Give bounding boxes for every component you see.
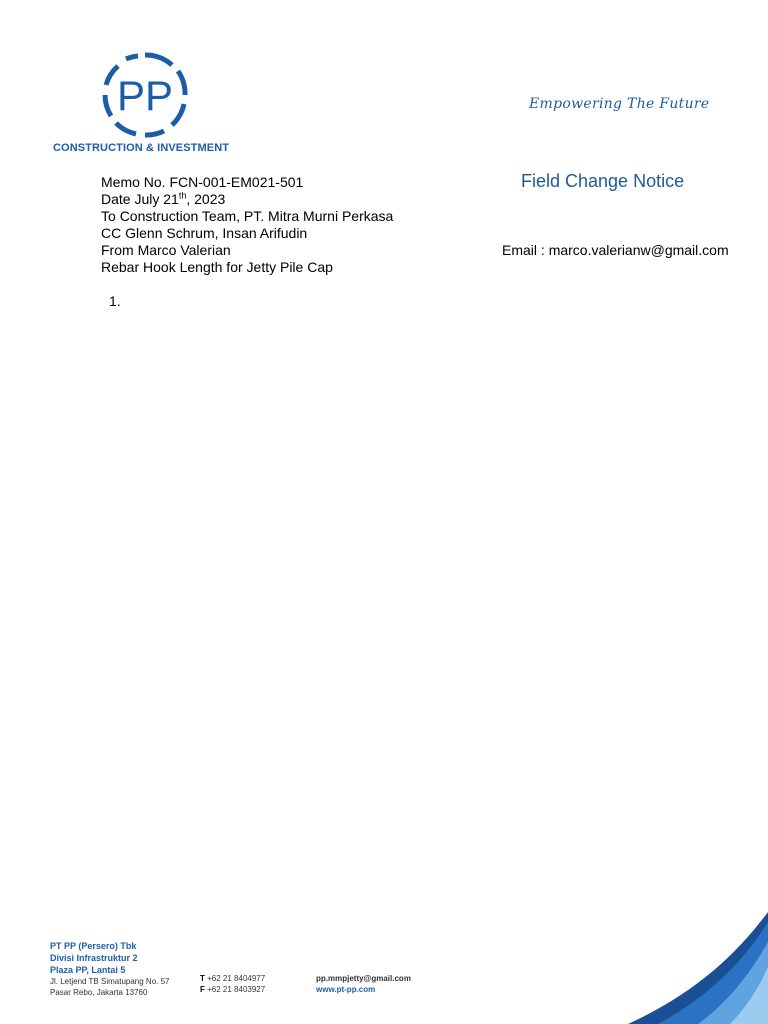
email-value: marco.valerianw@gmail.com <box>548 242 729 258</box>
footer-company: PT PP (Persero) Tbk <box>50 941 137 951</box>
footer-building: Plaza PP, Lantai 5 <box>50 965 126 975</box>
footer-email: pp.mmpjetty@gmail.com <box>316 974 411 983</box>
date-label: Date <box>101 191 131 207</box>
memo-number: FCN-001-EM021-501 <box>169 174 304 190</box>
document-title: Field Change Notice <box>521 171 685 191</box>
memo-number-row <box>101 174 393 191</box>
date-row <box>101 191 393 208</box>
footer-phone-row: T +62 21 8404977 <box>200 974 266 983</box>
email-separator: : <box>537 242 549 258</box>
footer-company-block <box>50 940 169 998</box>
footer-address-1: Jl. Letjend TB Simatupang No. 57 <box>50 977 170 986</box>
from-row <box>101 242 393 259</box>
to-label: To <box>101 208 116 224</box>
to-row <box>101 208 393 225</box>
cc-value: Glenn Schrum, Insan Arifudin <box>125 225 308 241</box>
date-value: July 21th, 2023 <box>134 190 226 207</box>
cc-row <box>101 225 393 242</box>
memo-label: Memo No. <box>101 174 166 190</box>
company-logo <box>102 52 188 138</box>
list-item-marker: 1. <box>109 293 121 309</box>
footer-division: Divisi Infrastruktur 2 <box>50 953 138 963</box>
footer-fax: +62 21 8403927 <box>207 985 266 994</box>
subject-line: Rebar Hook Length for Jetty Pile Cap <box>101 259 333 275</box>
memo-header <box>101 174 393 276</box>
footer-phone: +62 21 8404977 <box>207 974 266 983</box>
footer-swoosh-graphic <box>618 912 768 1024</box>
logo-text: PP <box>116 72 174 119</box>
email-row <box>502 242 729 258</box>
footer-contact-block <box>200 973 265 995</box>
footer-fax-row: F +62 21 8403927 <box>200 985 266 994</box>
email-label: Email <box>502 242 538 258</box>
footer-address-2: Pasar Rebo, Jakarta 13760 <box>50 988 148 997</box>
from-label: From <box>101 242 134 258</box>
cc-label: CC <box>101 225 122 241</box>
to-value: Construction Team, PT. Mitra Murni Perkasa <box>119 208 394 224</box>
footer-website[interactable]: www.pt-pp.com <box>316 985 376 994</box>
footer-online-block <box>316 973 411 995</box>
brand-tagline: Empowering The Future <box>529 96 710 112</box>
from-value: Marco Valerian <box>137 242 231 258</box>
company-tagline-line: CONSTRUCTION & INVESTMENT <box>53 142 230 154</box>
